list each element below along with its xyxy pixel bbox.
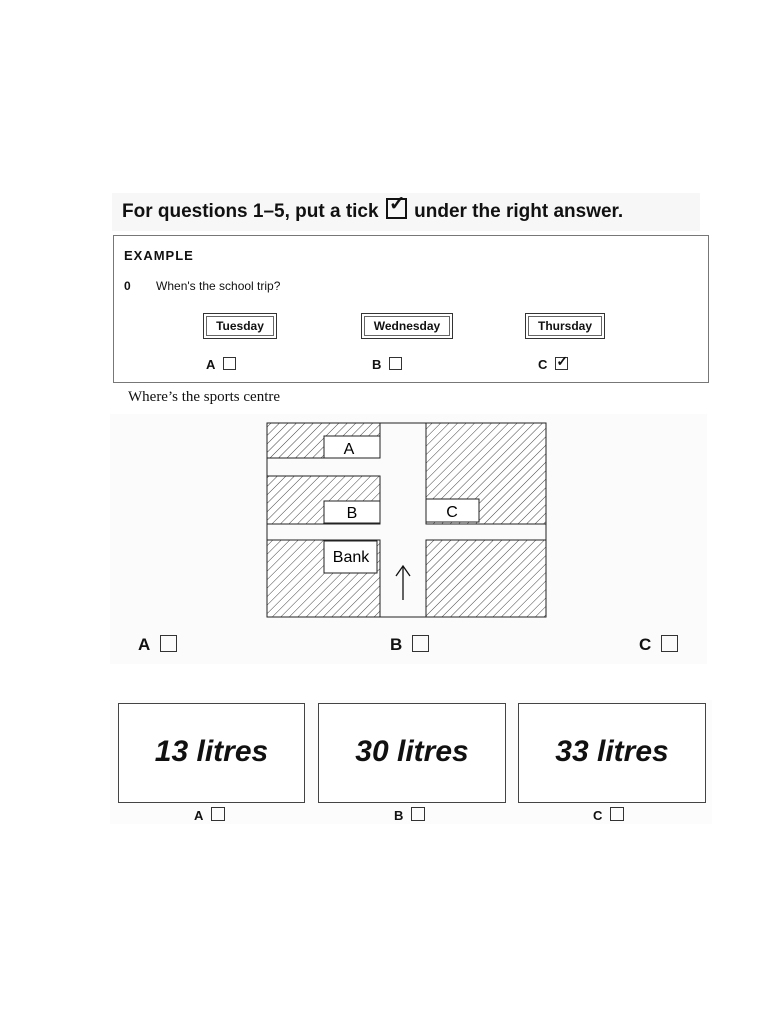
example-option-thursday: Thursday — [525, 313, 605, 339]
instruction-heading — [112, 193, 700, 231]
checkbox-icon[interactable] — [211, 807, 225, 821]
instruction-text-before: For questions 1–5, put a tick — [122, 201, 379, 222]
map-label-bank: Bank — [332, 549, 370, 566]
up-arrow-icon — [396, 566, 410, 600]
example-title: EXAMPLE — [124, 248, 194, 263]
example-option-tuesday: Tuesday — [203, 313, 277, 339]
checkbox-icon[interactable] — [411, 807, 425, 821]
example-question-text: When's the school trip? — [156, 279, 281, 293]
card-13-litres: 13 litres — [118, 703, 305, 803]
example-answer-b[interactable]: B — [372, 357, 402, 372]
example-question-number: 0 — [124, 279, 131, 293]
checkbox-icon[interactable] — [160, 635, 177, 652]
example-answer-c[interactable]: C ✓ — [538, 353, 569, 372]
map-label-b: B — [346, 505, 358, 522]
litres-question — [110, 700, 712, 824]
instruction-text-after: under the right answer. — [414, 201, 624, 222]
example-box — [113, 235, 709, 383]
checkbox-icon[interactable] — [389, 357, 402, 370]
map-block-right-bottom — [426, 540, 546, 617]
question2-answer-b[interactable]: B — [394, 807, 425, 823]
card-30-litres: 30 litres — [318, 703, 506, 803]
map-label-c: C — [446, 504, 458, 521]
question1-answer-a[interactable]: A — [138, 635, 177, 655]
example-answer-a[interactable]: A — [206, 357, 236, 372]
question2-answer-a[interactable]: A — [194, 807, 225, 823]
example-question — [124, 279, 280, 293]
checkbox-ticked-icon: ✓ — [386, 198, 407, 219]
question1-answer-b[interactable]: B — [390, 635, 429, 655]
question1-answer-c[interactable]: C — [639, 635, 678, 655]
question2-answer-c[interactable]: C — [593, 807, 624, 823]
map-label-a: A — [343, 441, 355, 458]
card-33-litres: 33 litres — [518, 703, 706, 803]
question-sports-centre: Where’s the sports centre — [128, 389, 281, 405]
street-map-drawing — [110, 414, 707, 664]
checkbox-icon[interactable] — [412, 635, 429, 652]
checkbox-icon[interactable] — [610, 807, 624, 821]
checkbox-icon[interactable] — [661, 635, 678, 652]
checkbox-icon[interactable] — [223, 357, 236, 370]
street-map — [110, 414, 707, 664]
checkbox-checked-icon[interactable]: ✓ — [556, 353, 569, 369]
example-option-wednesday: Wednesday — [361, 313, 453, 339]
